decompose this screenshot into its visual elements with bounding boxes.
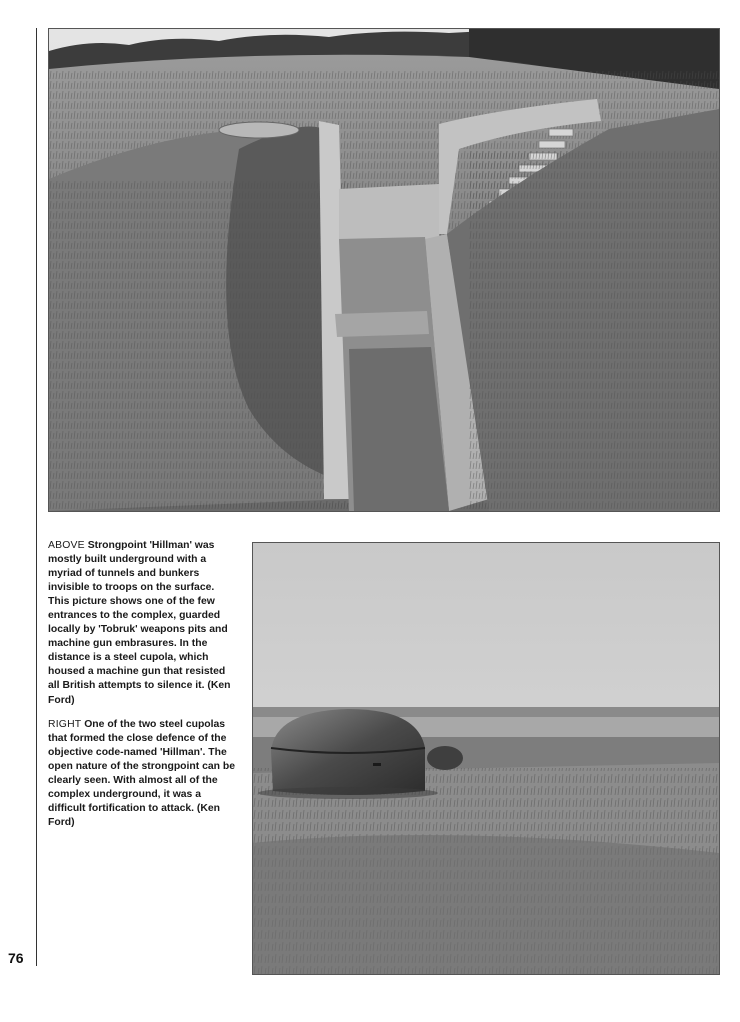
caption-above-lead: ABOVE	[48, 540, 85, 551]
caption-right-lead: RIGHT	[48, 718, 82, 730]
page-number: 76	[8, 950, 24, 966]
trench-entrance-photo	[48, 28, 720, 512]
caption-above-text: Strongpoint 'Hillman' was mostly built underground with a myriad of tunnels and bunkers invisible to troops on the surface. This picture shows one of the few entrances to the complex, guarded locally by 'Tobruk' weapons pits and machine gun embrasures. In the distance is a steel cupola, which housed a machine gun that resisted all British attempts to silence it. (Ken Ford)	[48, 540, 231, 706]
caption-right-text: One of the two steel cupolas that formed the close defence of the objective code-named 'Hillman'. The open nature of the strongpoint can be clearly seen. With almost all of the complex underground, it was a difficult fortification to attack. (Ken Ford)	[48, 718, 236, 828]
margin-rule	[36, 28, 37, 966]
caption-above	[48, 539, 238, 708]
captions	[48, 539, 238, 840]
steel-cupola-photo	[252, 542, 720, 975]
caption-right	[48, 718, 238, 830]
